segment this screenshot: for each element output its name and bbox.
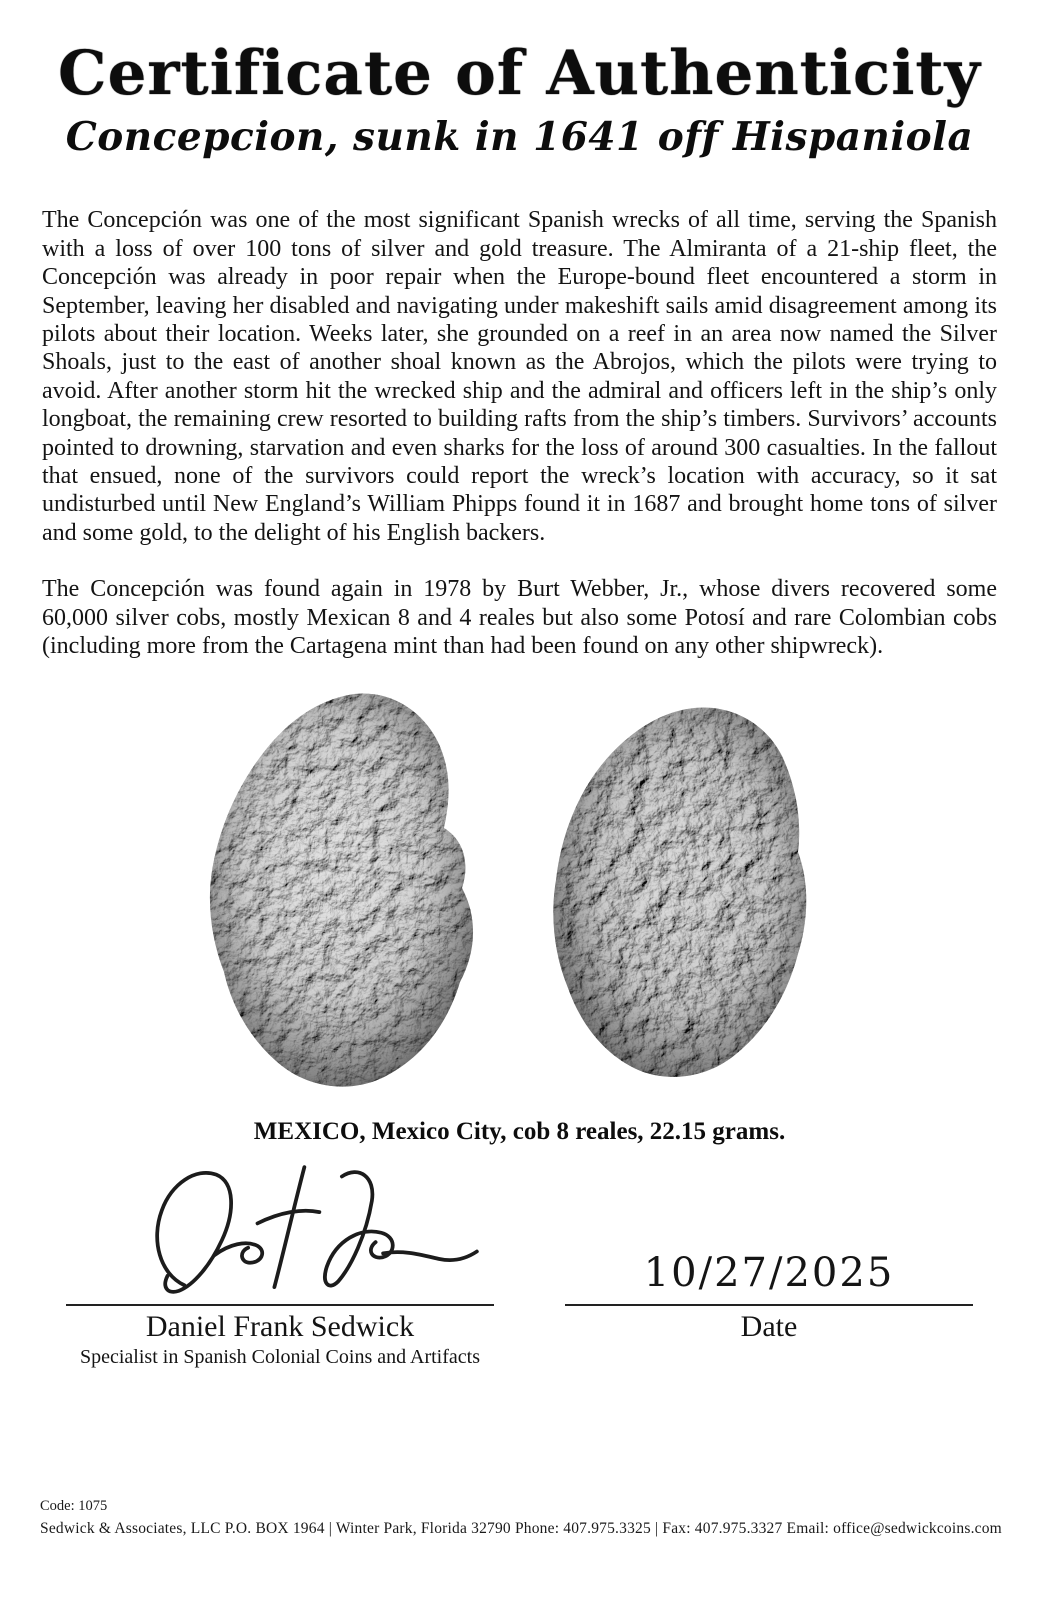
certificate-footer (40, 1498, 1013, 1538)
page-subtitle: Concepcion, sunk in 1641 off Hispaniola (65, 114, 974, 161)
coin-obverse-image (198, 688, 510, 1094)
date-label: Date (740, 1310, 798, 1344)
signer-name: Daniel Frank Sedwick (145, 1310, 415, 1344)
signer-title: Specialist in Spanish Colonial Coins and Artifacts (80, 1346, 480, 1369)
footer-code: Code: 1075 (40, 1498, 108, 1514)
coin-reverse-image (536, 700, 842, 1088)
coin-caption: MEXICO, Mexico City, cob 8 reales, 22.15 grams. (253, 1118, 786, 1146)
date-line (565, 1304, 973, 1306)
coin-photos (0, 688, 1039, 1094)
history-paragraph: The Concepción was one of the most significant Spanish wrecks of all time, serving the Spanish with a loss of over 100 tons of silver and gold treasure. The Almiranta of a 21-ship fleet, the Concepción was already in poor repair when the Europe-bound fleet encountered a storm in September, leaving her disabled and navigating under makeshift sails amid disagreement among its pilots about their location. Weeks later, she grounded on a reef in an area now named the Silver Shoals, just to the east of another shoal known as the Abrojos, which the pilots were trying to avoid. After another storm hit the wrecked ship and the admiral and officers left in the ship’s only longboat, the remaining crew resorted to building rafts from the ship’s timbers. Survivors’ accounts pointed to drowning, starvation and even sharks for the loss of around 300 casualties. In the fallout that ensued, none of the survivors could report the wreck’s location with accuracy, so it sat undisturbed until New England’s William Phipps found it in 1687 and brought home tons of silver and some gold, to the delight of his English backers. (42, 207, 997, 546)
certificate-body (42, 206, 997, 660)
signature-line (66, 1304, 494, 1306)
page-title: Certificate of Authenticity (58, 38, 981, 109)
date-column (559, 1154, 979, 1369)
certificate-header (0, 0, 1039, 160)
recovery-paragraph: The Concepción was found again in 1978 by Burt Webber, Jr., whose divers recovered some 60,000 silver cobs, mostly Mexican 8 and 4 reales but also some Potosí and rare Colombian cobs (including more from the Cartagena mint than had been found on any other shipwreck). (42, 576, 997, 659)
signature-block (60, 1154, 979, 1369)
coin-reverse-wrap (536, 700, 842, 1093)
signature-image (60, 1154, 500, 1304)
date-value: 10/27/2025 (643, 1250, 895, 1297)
footer-contact: Sedwick & Associates, LLC P.O. BOX 1964 | Winter Park, Florida 32790 Phone: 407.975.3325 | Fax: 407.975.3327 Email: office@sedwickcoins.com (40, 1520, 1002, 1537)
signer-column (60, 1154, 500, 1369)
